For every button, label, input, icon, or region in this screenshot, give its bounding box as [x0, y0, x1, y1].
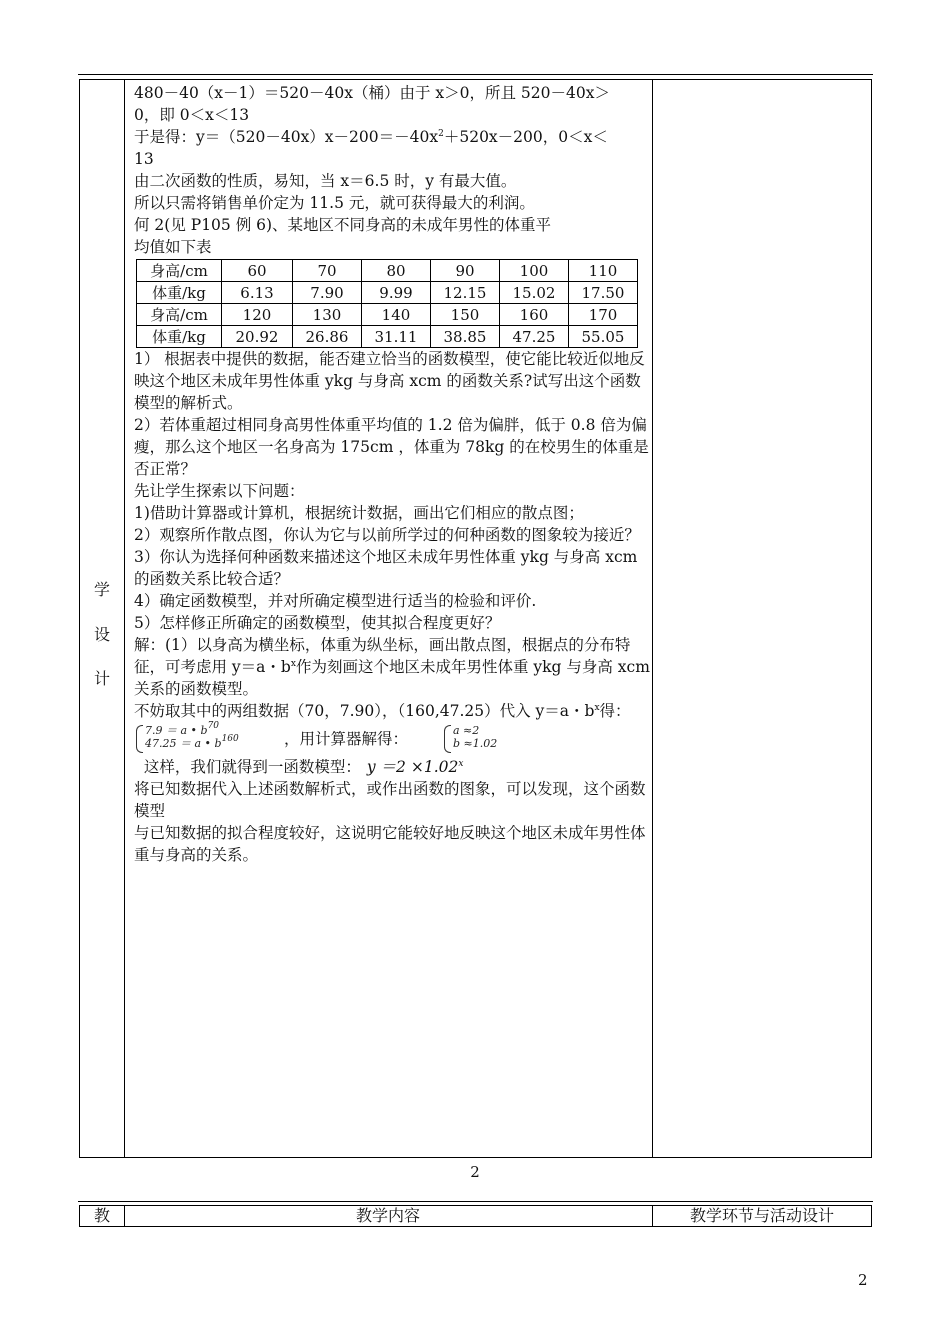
result-line: a ≈2 [453, 724, 480, 737]
table-row [137, 326, 638, 348]
table-cell: 60 [222, 260, 293, 282]
text-line: 0，即 0＜x＜13 [134, 106, 250, 124]
height-weight-table [136, 259, 638, 348]
column-divider-right [652, 80, 653, 1157]
table-cell: 70 [293, 260, 362, 282]
explore-item: 3）你认为选择何种函数来描述这个地区未成年男性体重 ykg 与身高 xcm 的函数关系比较合适？ [134, 548, 638, 588]
table-row-header: 体重/kg [137, 282, 222, 304]
result-line: b ≈1.02 [453, 737, 498, 750]
next-page-header-row [79, 1205, 872, 1227]
table-cell: 160 [500, 304, 569, 326]
table-cell: 120 [222, 304, 293, 326]
table-row-header: 身高/cm [137, 304, 222, 326]
equation-line: 7.9 ＝ a • $b^{70}$ [145, 721, 220, 737]
top-rule [78, 74, 873, 75]
side-label-char: 设 [93, 625, 110, 644]
table-row [137, 260, 638, 282]
table-cell: 110 [569, 260, 638, 282]
table-cell: 150 [431, 304, 500, 326]
page-number: 2 [470, 1163, 480, 1181]
text-line: 13 [134, 150, 154, 168]
table-cell: 9.99 [362, 282, 431, 304]
text-line: 均值如下表 [134, 238, 212, 256]
example-heading: 何 2(见 P105 例 6)、某地区不同身高的未成年男性的体重平 [134, 216, 552, 234]
table-cell: 80 [362, 260, 431, 282]
lesson-table [79, 79, 872, 1158]
brace-icon [444, 725, 451, 753]
solution-text: 解：(1）以身高为横坐标，体重为纵坐标，画出散点图，根据点的分布特征，可考虑用 y＝a・$b^x$作为刻画这个地区未成年男性体重 ykg 与身高 xcm 关系的函数模型。 [134, 636, 650, 698]
explore-item: 2）观察所作散点图，你认为它与以前所学过的何种函数的图象较为接近？ [134, 526, 640, 544]
header-cell-activity: 教学环节与活动设计 [689, 1206, 834, 1225]
table-row [137, 282, 638, 304]
table-cell: 6.13 [222, 282, 293, 304]
side-label-char: 计 [93, 669, 110, 688]
table-cell: 170 [569, 304, 638, 326]
explore-item: 1)借助计算器或计算机，根据统计数据，画出它们相应的散点图； [134, 504, 584, 522]
question-2: 2）若体重超过相同身高男性体重平均值的 1.2 倍为偏胖，低于 0.8 倍为偏瘦，那么这个地区一名身高为 175cm ，体重为 78kg 的在校男生的体重是否正常？ [134, 416, 649, 478]
equation-system [136, 721, 239, 750]
header-cell-content: 教学内容 [355, 1206, 420, 1225]
model-formula: $y =2 \times 1.02^x$ [366, 758, 464, 776]
table-cell: 140 [362, 304, 431, 326]
table-cell: 20.92 [222, 326, 293, 348]
solution-system [444, 724, 497, 750]
explore-item: 4）确定函数模型，并对所确定模型进行适当的检验和评价. [134, 592, 537, 610]
header-cell-teaching: 教 [93, 1206, 110, 1225]
text-line: 与已知数据的拟合程度较好，这说明它能较好地反映这个地区未成年男性体重与身高的关系。 [134, 824, 646, 864]
table-cell: 17.50 [569, 282, 638, 304]
side-label-char: 学 [93, 580, 110, 599]
explore-item: 5）怎样修正所确定的函数模型，使其拟合程度更好？ [134, 614, 501, 632]
equation-system-row [134, 721, 652, 756]
table-cell: 15.02 [500, 282, 569, 304]
explore-intro: 先让学生探索以下问题： [134, 482, 305, 500]
table-cell: 100 [500, 260, 569, 282]
lesson-content [134, 82, 652, 866]
text-line: 所以只需将销售单价定为 11.5 元，就可获得最大的利润。 [134, 194, 535, 212]
text-line: 由二次函数的性质，易知，当 x＝6.5 时，y 有最大值。 [134, 172, 517, 190]
table-row-header: 身高/cm [137, 260, 222, 282]
equation-line: 47.25 ＝ a • $b^{160}$ [145, 734, 239, 750]
table-cell: 12.15 [431, 282, 500, 304]
table-cell: 38.85 [431, 326, 500, 348]
text-line: 于是得：$y=(520-40x)x-200=-40x^2+520x-200$，0＜x＜ [134, 128, 608, 146]
side-label-column [80, 80, 124, 1157]
text-line: 将已知数据代入上述函数解析式，或作出函数的图象，可以发现，这个函数模型 [134, 780, 646, 820]
table-row [137, 304, 638, 326]
table-cell: 47.25 [500, 326, 569, 348]
text-line: 480－40（x－1）＝520－40x（桶）由于 x＞0，所且 520－40x＞ [134, 84, 610, 102]
table-cell: 31.11 [362, 326, 431, 348]
table-cell: 26.86 [293, 326, 362, 348]
table-cell: 7.90 [293, 282, 362, 304]
model-line: 这样，我们就得到一函数模型： $y =2 \times 1.02^x$ [143, 758, 464, 776]
table-row-header: 体重/kg [137, 326, 222, 348]
column-divider-left [124, 80, 125, 1157]
substitution-text: 不妨取其中的两组数据（70，7.90），（160,47.25）代入 y＝a・$b^x$得： [134, 702, 631, 720]
question-1: 1） 根据表中提供的数据，能否建立恰当的函数模型，使它能比较近似地反映这个地区未成年男性体重 ykg 与身高 xcm 的函数关系?试写出这个函数模型的解析式。 [134, 350, 645, 412]
table-cell: 130 [293, 304, 362, 326]
bottom-rule [78, 1201, 873, 1202]
brace-icon [136, 725, 143, 753]
table-cell: 55.05 [569, 326, 638, 348]
page-number-corner: 2 [858, 1271, 868, 1289]
solve-text: ，用计算器解得： [284, 730, 409, 748]
table-cell: 90 [431, 260, 500, 282]
